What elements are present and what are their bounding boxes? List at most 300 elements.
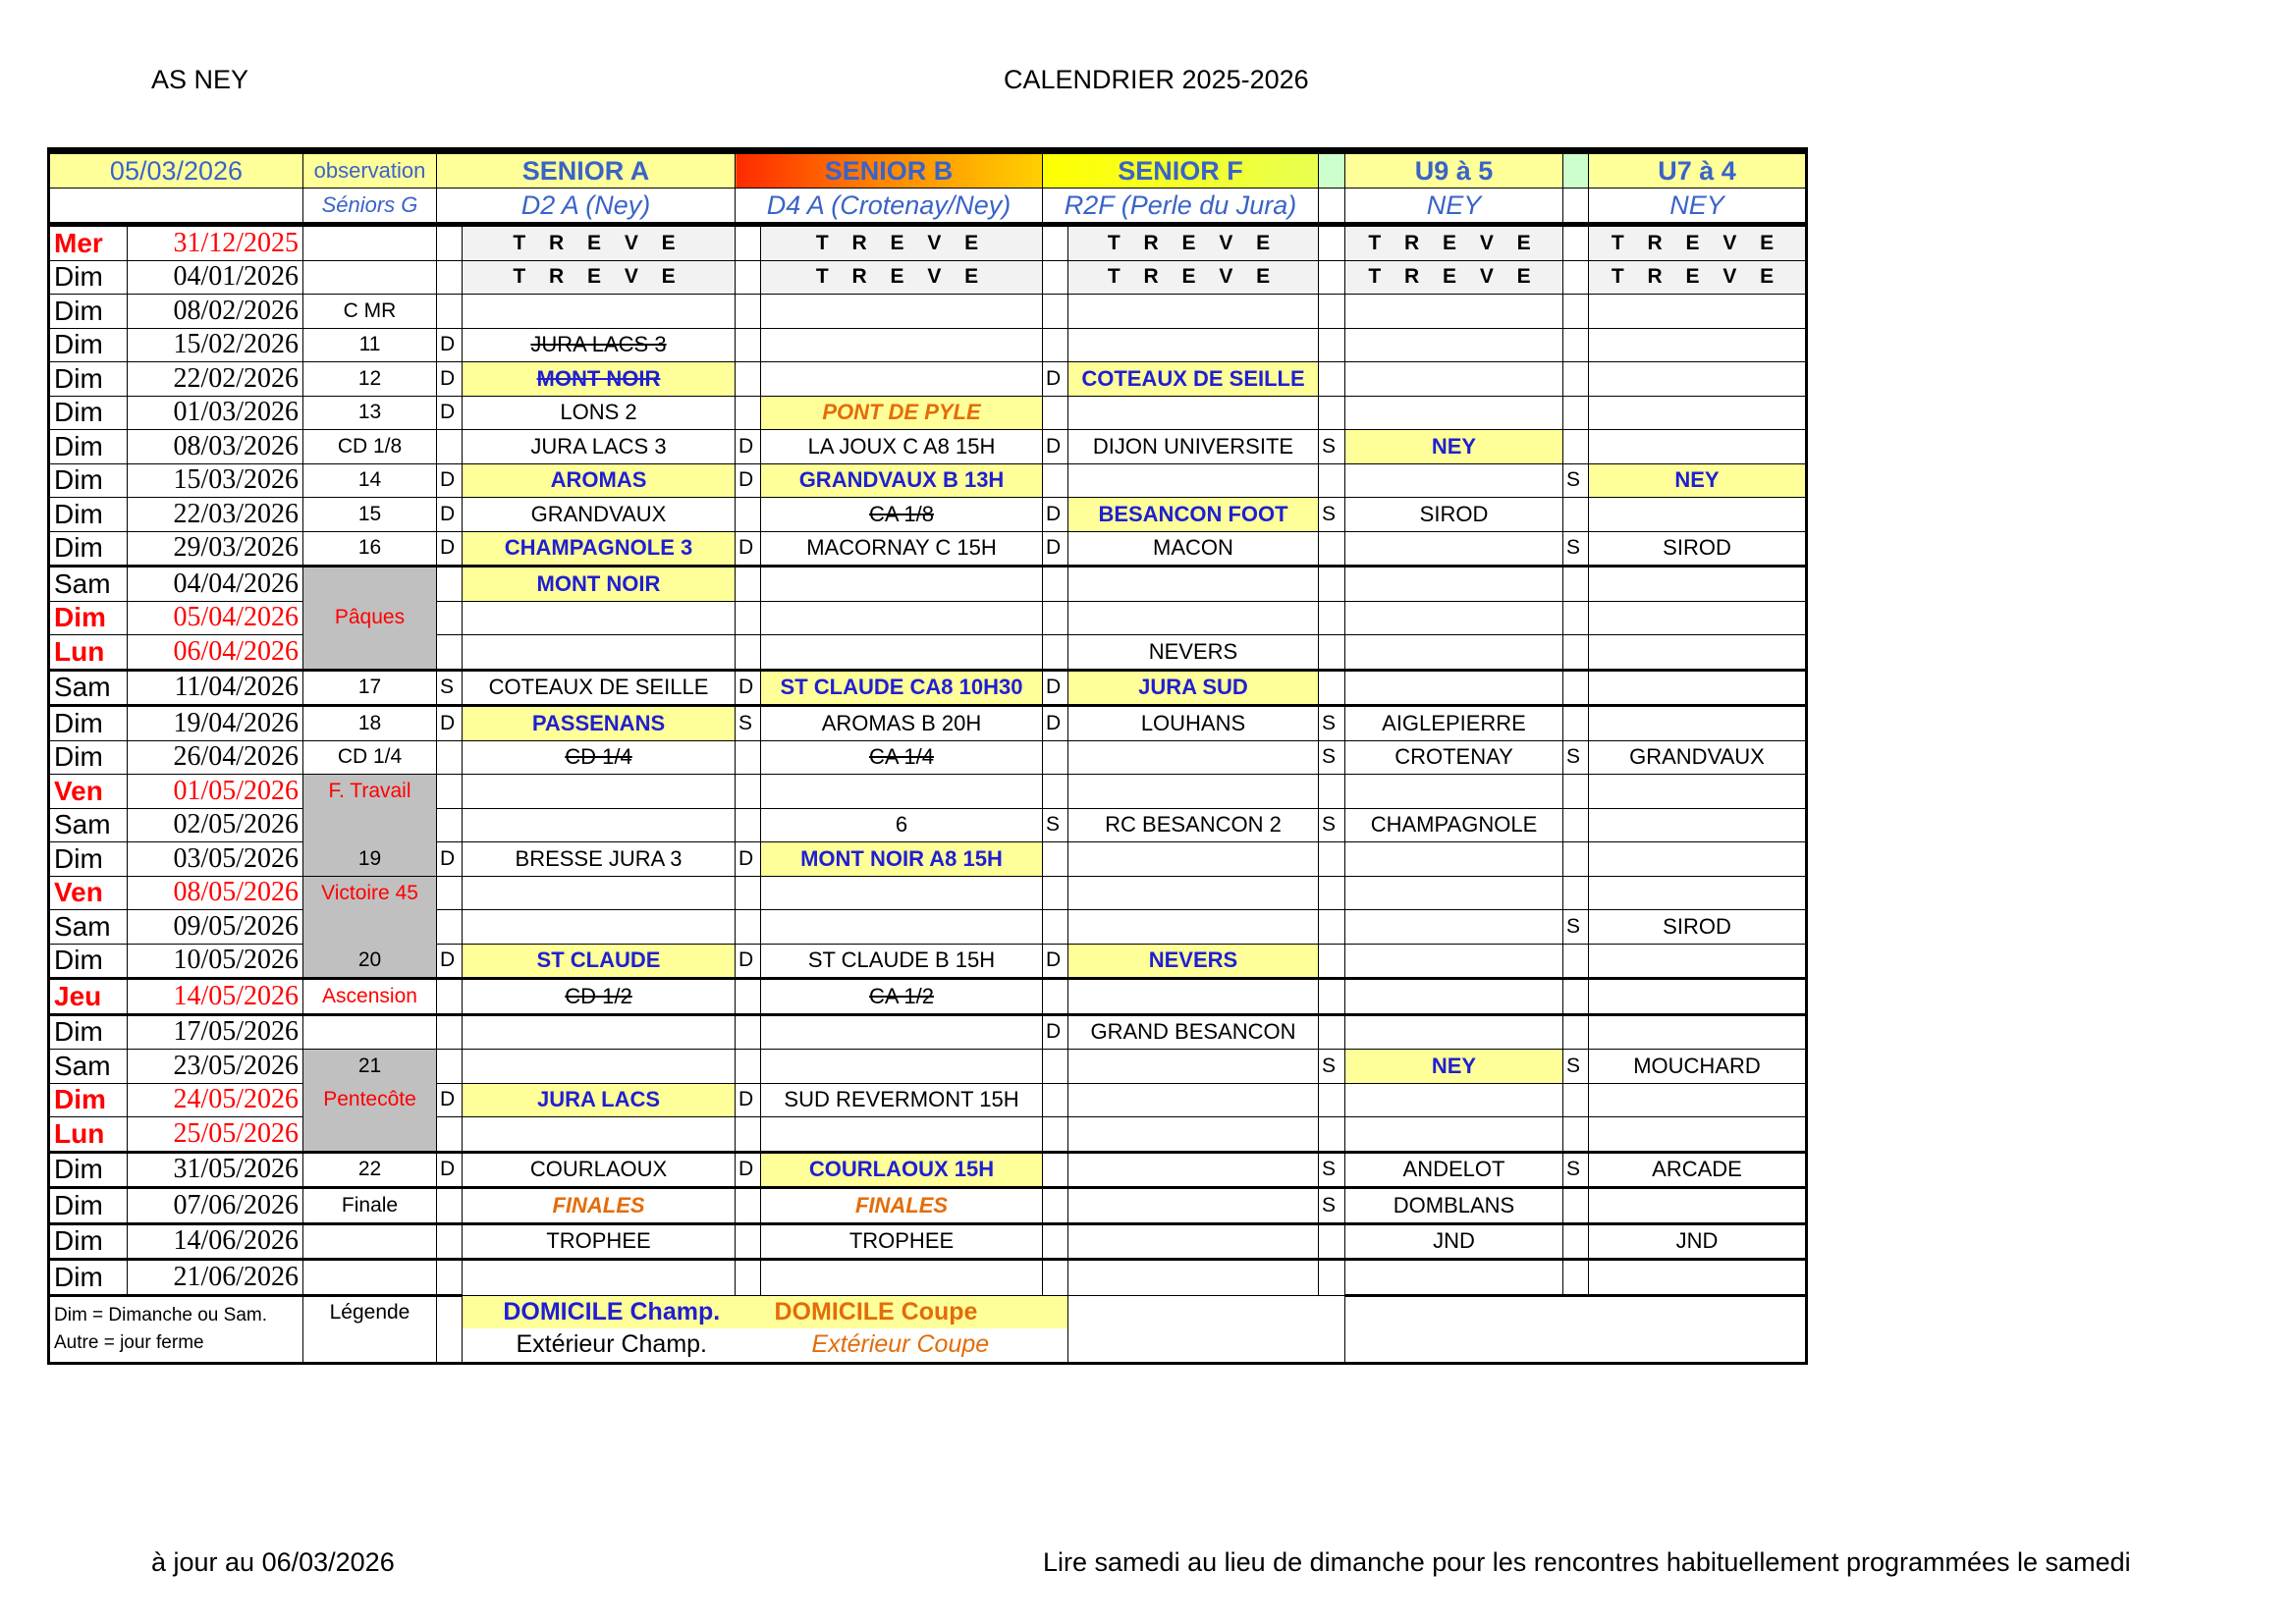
flag-cell-senior-f: D <box>1043 706 1068 741</box>
match-cell-u7: MOUCHARD <box>1589 1050 1807 1084</box>
calendar-table <box>47 147 1808 1365</box>
flag-cell-u9 <box>1319 775 1345 809</box>
flag-cell-u7: S <box>1563 740 1589 775</box>
match-cell-u7 <box>1589 706 1807 741</box>
match-cell-senior-f <box>1068 601 1319 635</box>
flag-cell-u7 <box>1563 1188 1589 1224</box>
match-cell-senior-a: CD 1/2 <box>463 979 736 1015</box>
date-cell: 01/03/2026 <box>128 396 303 430</box>
header-observation-sub: Séniors G <box>303 189 437 225</box>
flag-cell-senior-f <box>1043 1117 1068 1153</box>
match-cell-u9 <box>1345 842 1563 877</box>
match-cell-senior-b: SUD REVERMONT 15H <box>761 1083 1043 1117</box>
match-cell-senior-b <box>761 295 1043 329</box>
match-cell-senior-a <box>463 295 736 329</box>
match-cell-senior-b <box>761 1260 1043 1296</box>
calendar-title: CALENDRIER 2025-2026 <box>1004 65 1309 94</box>
flag-cell-senior-a <box>437 1117 463 1153</box>
match-cell-senior-b <box>761 635 1043 671</box>
match-cell-senior-f <box>1068 740 1319 775</box>
match-cell-u7 <box>1589 601 1807 635</box>
header-date: 05/03/2026 <box>49 151 303 189</box>
flag-cell-senior-b: D <box>736 1083 761 1117</box>
flag-cell-senior-b <box>736 1223 761 1260</box>
match-cell-u9 <box>1345 567 1563 602</box>
observation-cell: Victoire 45 <box>303 876 437 910</box>
match-cell-senior-b: 6 <box>761 808 1043 842</box>
header-spacer <box>1563 151 1589 189</box>
match-cell-u9: NEY <box>1345 430 1563 464</box>
flag-cell-u9 <box>1319 225 1345 261</box>
day-cell: Dim <box>49 1188 128 1224</box>
legend-note <box>49 1295 303 1363</box>
flag-cell-u9 <box>1319 362 1345 397</box>
flag-cell-senior-a <box>437 225 463 261</box>
flag-cell-senior-a <box>437 1188 463 1224</box>
match-cell-senior-a: COTEAUX DE SEILLE <box>463 670 736 706</box>
match-cell-u7 <box>1589 808 1807 842</box>
flag-cell-senior-f <box>1043 1188 1068 1224</box>
match-cell-u7: ARCADE <box>1589 1152 1807 1188</box>
flag-cell-senior-a: D <box>437 1152 463 1188</box>
observation-cell: 19 <box>303 842 437 877</box>
match-cell-senior-b: CA 1/8 <box>761 498 1043 532</box>
flag-cell-senior-f <box>1043 225 1068 261</box>
match-cell-u7 <box>1589 567 1807 602</box>
flag-cell-senior-a <box>437 1260 463 1296</box>
match-cell-senior-b <box>761 567 1043 602</box>
observation-cell: Pâques <box>303 601 437 635</box>
match-cell-senior-f: GRAND BESANCON <box>1068 1014 1319 1050</box>
table-row <box>49 1014 1807 1050</box>
observation-cell: 15 <box>303 498 437 532</box>
match-cell-u7 <box>1589 362 1807 397</box>
observation-cell: 18 <box>303 706 437 741</box>
match-cell-senior-f <box>1068 1188 1319 1224</box>
flag-cell-u9: S <box>1319 706 1345 741</box>
match-cell-u9 <box>1345 463 1563 498</box>
legend-spacer <box>437 1295 463 1363</box>
flag-cell-senior-f <box>1043 1260 1068 1296</box>
match-cell-u7 <box>1589 396 1807 430</box>
flag-cell-u9 <box>1319 463 1345 498</box>
flag-cell-senior-a: D <box>437 328 463 362</box>
flag-cell-senior-a <box>437 601 463 635</box>
match-cell-u9 <box>1345 944 1563 979</box>
day-cell: Dim <box>49 601 128 635</box>
date-cell: 01/05/2026 <box>128 775 303 809</box>
match-cell-senior-f <box>1068 842 1319 877</box>
flag-cell-senior-f: D <box>1043 362 1068 397</box>
match-cell-u9: SIROD <box>1345 498 1563 532</box>
flag-cell-u9 <box>1319 1223 1345 1260</box>
match-cell-u9: AIGLEPIERRE <box>1345 706 1563 741</box>
match-cell-senior-b: PONT DE PYLE <box>761 396 1043 430</box>
treve-cell-senior-a: T R E V E <box>463 260 736 295</box>
flag-cell-senior-b: D <box>736 944 761 979</box>
match-cell-senior-b <box>761 910 1043 945</box>
header-row-divisions <box>49 189 1807 225</box>
table-row <box>49 362 1807 397</box>
table-row <box>49 531 1807 567</box>
division-u9: NEY <box>1345 189 1563 225</box>
match-cell-u9 <box>1345 670 1563 706</box>
day-cell: Sam <box>49 910 128 945</box>
observation-cell: 13 <box>303 396 437 430</box>
date-cell: 31/05/2026 <box>128 1152 303 1188</box>
header-spacer <box>1563 189 1589 225</box>
flag-cell-u7: S <box>1563 531 1589 567</box>
flag-cell-u9 <box>1319 567 1345 602</box>
day-cell: Dim <box>49 531 128 567</box>
flag-cell-u9 <box>1319 979 1345 1015</box>
flag-cell-senior-a: D <box>437 1083 463 1117</box>
match-cell-senior-a <box>463 808 736 842</box>
match-cell-u7 <box>1589 1260 1807 1296</box>
table-row <box>49 567 1807 602</box>
match-cell-u7 <box>1589 775 1807 809</box>
header-senior-b: SENIOR B <box>736 151 1043 189</box>
match-cell-senior-b <box>761 328 1043 362</box>
observation-cell: 22 <box>303 1152 437 1188</box>
flag-cell-senior-a: S <box>437 670 463 706</box>
flag-cell-senior-b <box>736 1117 761 1153</box>
match-cell-u7 <box>1589 1014 1807 1050</box>
day-cell: Dim <box>49 1152 128 1188</box>
treve-cell-senior-f: T R E V E <box>1068 260 1319 295</box>
table-row <box>49 910 1807 945</box>
match-cell-u9 <box>1345 601 1563 635</box>
flag-cell-senior-b <box>736 876 761 910</box>
match-cell-senior-b <box>761 1117 1043 1153</box>
flag-cell-senior-f <box>1043 1223 1068 1260</box>
match-cell-u7: SIROD <box>1589 910 1807 945</box>
flag-cell-senior-b: D <box>736 670 761 706</box>
match-cell-senior-a: PASSENANS <box>463 706 736 741</box>
flag-cell-senior-b <box>736 775 761 809</box>
flag-cell-senior-b: D <box>736 430 761 464</box>
flag-cell-senior-f <box>1043 979 1068 1015</box>
match-cell-senior-b: AROMAS B 20H <box>761 706 1043 741</box>
match-cell-senior-a <box>463 1050 736 1084</box>
division-senior-f: R2F (Perle du Jura) <box>1043 189 1319 225</box>
flag-cell-senior-a: D <box>437 498 463 532</box>
header-empty <box>49 189 303 225</box>
flag-cell-senior-a <box>437 775 463 809</box>
match-cell-senior-a <box>463 635 736 671</box>
table-row <box>49 1260 1807 1296</box>
date-cell: 29/03/2026 <box>128 531 303 567</box>
date-cell: 05/04/2026 <box>128 601 303 635</box>
day-cell: Sam <box>49 567 128 602</box>
date-cell: 11/04/2026 <box>128 670 303 706</box>
match-cell-u9 <box>1345 295 1563 329</box>
match-cell-u9: DOMBLANS <box>1345 1188 1563 1224</box>
match-cell-senior-f <box>1068 396 1319 430</box>
flag-cell-u7: S <box>1563 1050 1589 1084</box>
flag-cell-senior-b <box>736 1260 761 1296</box>
table-row <box>49 463 1807 498</box>
match-cell-senior-a <box>463 601 736 635</box>
match-cell-senior-a: FINALES <box>463 1188 736 1224</box>
table-row <box>49 808 1807 842</box>
match-cell-senior-f <box>1068 1083 1319 1117</box>
legend-empty <box>1345 1295 1807 1363</box>
flag-cell-senior-b: D <box>736 1152 761 1188</box>
flag-cell-u7 <box>1563 362 1589 397</box>
header-spacer <box>1319 189 1345 225</box>
match-cell-senior-f: NEVERS <box>1068 635 1319 671</box>
match-cell-u7: NEY <box>1589 463 1807 498</box>
date-cell: 24/05/2026 <box>128 1083 303 1117</box>
match-cell-senior-f <box>1068 1260 1319 1296</box>
match-cell-senior-f <box>1068 1050 1319 1084</box>
match-cell-senior-a: TROPHEE <box>463 1223 736 1260</box>
date-cell: 14/06/2026 <box>128 1223 303 1260</box>
flag-cell-senior-f <box>1043 260 1068 295</box>
day-cell: Dim <box>49 1223 128 1260</box>
flag-cell-senior-f: D <box>1043 498 1068 532</box>
flag-cell-senior-a <box>437 1014 463 1050</box>
match-cell-senior-b: TROPHEE <box>761 1223 1043 1260</box>
day-cell: Dim <box>49 944 128 979</box>
date-cell: 22/02/2026 <box>128 362 303 397</box>
flag-cell-senior-b <box>736 910 761 945</box>
flag-cell-senior-f <box>1043 295 1068 329</box>
observation-cell: 11 <box>303 328 437 362</box>
date-cell: 10/05/2026 <box>128 944 303 979</box>
flag-cell-u7 <box>1563 635 1589 671</box>
flag-cell-u9: S <box>1319 808 1345 842</box>
flag-cell-u9 <box>1319 396 1345 430</box>
flag-cell-u7 <box>1563 601 1589 635</box>
division-senior-a: D2 A (Ney) <box>437 189 736 225</box>
match-cell-u9 <box>1345 1117 1563 1153</box>
flag-cell-u7 <box>1563 430 1589 464</box>
observation-cell: 20 <box>303 944 437 979</box>
observation-cell <box>303 260 437 295</box>
match-cell-u9 <box>1345 775 1563 809</box>
flag-cell-senior-b <box>736 740 761 775</box>
table-row <box>49 670 1807 706</box>
match-cell-senior-a <box>463 1117 736 1153</box>
date-cell: 26/04/2026 <box>128 740 303 775</box>
flag-cell-senior-a <box>437 876 463 910</box>
match-cell-senior-a: BRESSE JURA 3 <box>463 842 736 877</box>
flag-cell-u9 <box>1319 876 1345 910</box>
flag-cell-senior-a <box>437 295 463 329</box>
date-cell: 25/05/2026 <box>128 1117 303 1153</box>
match-cell-u9 <box>1345 1014 1563 1050</box>
flag-cell-u7 <box>1563 670 1589 706</box>
table-row <box>49 842 1807 877</box>
table-row <box>49 328 1807 362</box>
match-cell-senior-a: CHAMPAGNOLE 3 <box>463 531 736 567</box>
treve-cell-senior-f: T R E V E <box>1068 225 1319 261</box>
day-cell: Ven <box>49 775 128 809</box>
flag-cell-senior-f: D <box>1043 430 1068 464</box>
flag-cell-u7 <box>1563 1083 1589 1117</box>
match-cell-u7 <box>1589 876 1807 910</box>
flag-cell-senior-a: D <box>437 706 463 741</box>
flag-cell-u9 <box>1319 944 1345 979</box>
day-cell: Dim <box>49 260 128 295</box>
match-cell-senior-b: ST CLAUDE B 15H <box>761 944 1043 979</box>
flag-cell-u7: S <box>1563 463 1589 498</box>
match-cell-u9 <box>1345 1260 1563 1296</box>
flag-cell-u9 <box>1319 260 1345 295</box>
day-cell: Mer <box>49 225 128 261</box>
match-cell-u9: CHAMPAGNOLE <box>1345 808 1563 842</box>
legend-label: Légende <box>303 1295 437 1363</box>
observation-cell: 16 <box>303 531 437 567</box>
match-cell-senior-a <box>463 1014 736 1050</box>
flag-cell-u9 <box>1319 531 1345 567</box>
match-cell-u9 <box>1345 362 1563 397</box>
footer-note: Lire samedi au lieu de dimanche pour les rencontres habituellement programmées le samedi <box>1043 1547 2131 1577</box>
flag-cell-u9 <box>1319 295 1345 329</box>
flag-cell-u9: S <box>1319 1050 1345 1084</box>
flag-cell-u9: S <box>1319 1188 1345 1224</box>
treve-cell-senior-b: T R E V E <box>761 225 1043 261</box>
match-cell-u7 <box>1589 498 1807 532</box>
match-cell-senior-f: COTEAUX DE SEILLE <box>1068 362 1319 397</box>
legend-domicile-champ: DOMICILE Champ. <box>463 1295 761 1328</box>
legend-note-line: Dim = Dimanche ou Sam. <box>54 1304 267 1325</box>
flag-cell-u9 <box>1319 910 1345 945</box>
match-cell-u9: NEY <box>1345 1050 1563 1084</box>
flag-cell-u7: S <box>1563 1152 1589 1188</box>
day-cell: Dim <box>49 706 128 741</box>
flag-cell-senior-f <box>1043 1152 1068 1188</box>
observation-cell: 21 <box>303 1050 437 1084</box>
match-cell-senior-f <box>1068 1152 1319 1188</box>
flag-cell-senior-f: D <box>1043 1014 1068 1050</box>
observation-cell: CD 1/4 <box>303 740 437 775</box>
treve-cell-u9: T R E V E <box>1345 260 1563 295</box>
match-cell-senior-b <box>761 1050 1043 1084</box>
match-cell-senior-f <box>1068 775 1319 809</box>
match-cell-senior-f <box>1068 463 1319 498</box>
day-cell: Dim <box>49 740 128 775</box>
table-row <box>49 1152 1807 1188</box>
flag-cell-u9 <box>1319 842 1345 877</box>
day-cell: Dim <box>49 295 128 329</box>
date-cell: 19/04/2026 <box>128 706 303 741</box>
match-cell-senior-b <box>761 775 1043 809</box>
observation-cell: Finale <box>303 1188 437 1224</box>
header-senior-a: SENIOR A <box>437 151 736 189</box>
date-cell: 23/05/2026 <box>128 1050 303 1084</box>
match-cell-senior-f: LOUHANS <box>1068 706 1319 741</box>
flag-cell-senior-f <box>1043 567 1068 602</box>
header-u9: U9 à 5 <box>1345 151 1563 189</box>
legend-empty <box>1068 1295 1345 1363</box>
header-u7: U7 à 4 <box>1589 151 1807 189</box>
day-cell: Dim <box>49 1083 128 1117</box>
match-cell-senior-b <box>761 362 1043 397</box>
match-cell-senior-f <box>1068 910 1319 945</box>
match-cell-senior-a <box>463 775 736 809</box>
flag-cell-u9 <box>1319 1117 1345 1153</box>
match-cell-u9 <box>1345 635 1563 671</box>
date-cell: 02/05/2026 <box>128 808 303 842</box>
flag-cell-senior-f <box>1043 775 1068 809</box>
match-cell-senior-b: CA 1/2 <box>761 979 1043 1015</box>
match-cell-u7 <box>1589 944 1807 979</box>
flag-cell-u9 <box>1319 1083 1345 1117</box>
observation-cell <box>303 808 437 842</box>
flag-cell-senior-b <box>736 1188 761 1224</box>
flag-cell-u7 <box>1563 1014 1589 1050</box>
match-cell-senior-a: JURA LACS 3 <box>463 430 736 464</box>
match-cell-senior-a: JURA LACS <box>463 1083 736 1117</box>
flag-cell-senior-a: D <box>437 531 463 567</box>
table-row <box>49 740 1807 775</box>
match-cell-u7 <box>1589 328 1807 362</box>
division-u7: NEY <box>1589 189 1807 225</box>
match-cell-senior-a <box>463 876 736 910</box>
table-row <box>49 979 1807 1015</box>
flag-cell-senior-b: D <box>736 531 761 567</box>
table-row <box>49 396 1807 430</box>
match-cell-senior-f: NEVERS <box>1068 944 1319 979</box>
date-cell: 06/04/2026 <box>128 635 303 671</box>
match-cell-senior-b <box>761 1014 1043 1050</box>
club-name: AS NEY <box>151 65 249 94</box>
observation-cell: Pentecôte <box>303 1083 437 1117</box>
day-cell: Dim <box>49 498 128 532</box>
flag-cell-u7 <box>1563 944 1589 979</box>
flag-cell-u9: S <box>1319 498 1345 532</box>
match-cell-senior-a: GRANDVAUX <box>463 498 736 532</box>
day-cell: Dim <box>49 1260 128 1296</box>
division-senior-b: D4 A (Crotenay/Ney) <box>736 189 1043 225</box>
match-cell-senior-f: DIJON UNIVERSITE <box>1068 430 1319 464</box>
flag-cell-senior-b: S <box>736 706 761 741</box>
observation-cell <box>303 1014 437 1050</box>
day-cell: Sam <box>49 808 128 842</box>
match-cell-senior-b: GRANDVAUX B 13H <box>761 463 1043 498</box>
match-cell-senior-f <box>1068 979 1319 1015</box>
flag-cell-senior-a: D <box>437 463 463 498</box>
day-cell: Sam <box>49 670 128 706</box>
flag-cell-senior-b: D <box>736 463 761 498</box>
date-cell: 07/06/2026 <box>128 1188 303 1224</box>
match-cell-senior-a: LONS 2 <box>463 396 736 430</box>
flag-cell-u9 <box>1319 1260 1345 1296</box>
observation-cell: 14 <box>303 463 437 498</box>
flag-cell-senior-a: D <box>437 842 463 877</box>
flag-cell-u7 <box>1563 842 1589 877</box>
flag-cell-u7 <box>1563 775 1589 809</box>
flag-cell-senior-f: D <box>1043 670 1068 706</box>
match-cell-u7 <box>1589 295 1807 329</box>
flag-cell-u7 <box>1563 1117 1589 1153</box>
observation-cell <box>303 1260 437 1296</box>
match-cell-u7 <box>1589 842 1807 877</box>
flag-cell-senior-f <box>1043 876 1068 910</box>
flag-cell-u7 <box>1563 706 1589 741</box>
day-cell: Dim <box>49 463 128 498</box>
table-row <box>49 944 1807 979</box>
table-row <box>49 706 1807 741</box>
flag-cell-u7 <box>1563 979 1589 1015</box>
match-cell-u9 <box>1345 531 1563 567</box>
flag-cell-senior-b: D <box>736 842 761 877</box>
date-cell: 14/05/2026 <box>128 979 303 1015</box>
match-cell-senior-a: CD 1/4 <box>463 740 736 775</box>
